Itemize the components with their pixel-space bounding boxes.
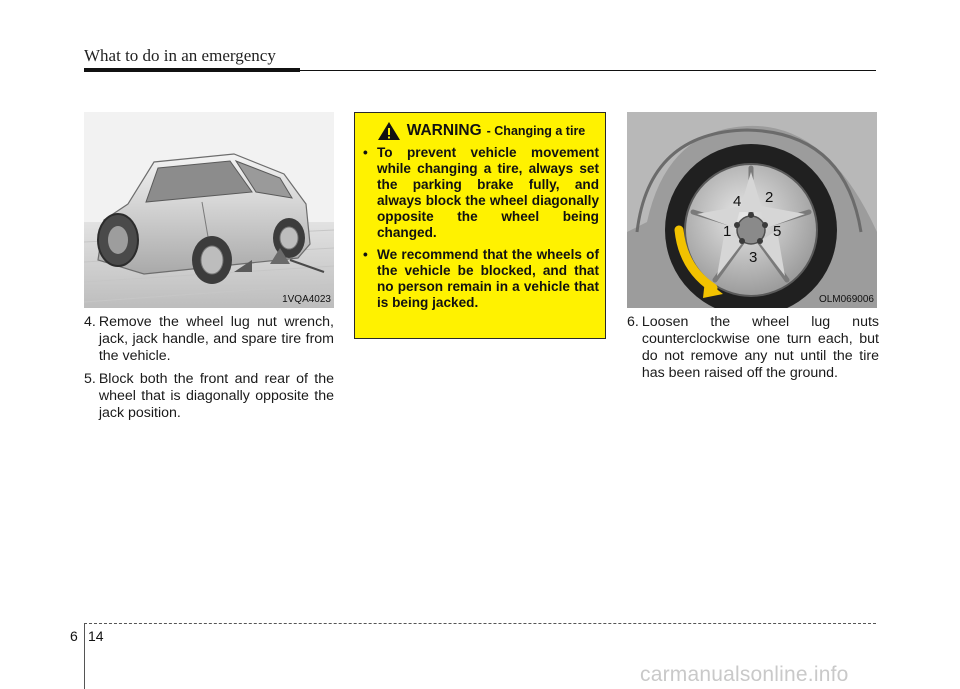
step-text: Loosen the wheel lug nuts counterclockwise one turn each, but do not remove any nut until the tire has been raised off the ground. [641,314,879,381]
warning-text: We recommend that the wheels of the vehicle be blocked, and that no person remain in a vehicle that is being jacked. [377,247,599,310]
warning-triangle-icon [377,121,401,141]
wheel-lug-nut-illustration [627,112,877,308]
warning-box [354,112,606,339]
chapter-number: 6 [70,628,78,644]
lug-label-5: 5 [773,223,782,240]
steps-list-left [84,314,334,428]
lug-label-3: 3 [749,249,758,266]
steps-list-right [627,314,879,388]
warning-item [363,145,599,241]
warning-heading [363,121,599,141]
header-rule-thin [300,70,876,71]
warning-word: WARNING [406,122,482,139]
page-number: 14 [88,628,104,644]
warning-item [363,247,599,311]
step-number: 5. [84,371,96,387]
image-code: 1VQA4023 [282,294,331,305]
suv-on-jack-icon [84,112,334,308]
section-title: What to do in an emergency [84,46,276,65]
wheel-icon [627,112,877,308]
bullet: • [363,247,368,262]
footer-divider [84,623,85,689]
step-item [84,314,334,365]
image-code: OLM069006 [818,294,874,305]
step-number: 6. [627,314,639,330]
warning-subtitle: - Changing a tire [486,124,586,138]
step-text: Remove the wheel lug nut wrench, jack, jack handle, and spare tire from the vehicle. [98,314,334,364]
footer-rule [84,623,876,624]
warning-list [363,145,599,311]
watermark: carmanualsonline.info [640,663,849,686]
step-text: Block both the front and rear of the wheel that is diagonally opposite the jack position. [98,371,334,421]
step-number: 4. [84,314,96,330]
step-item [627,314,879,382]
warning-text: To prevent vehicle movement while changing a tire, always set the parking brake fully, and always block the wheel diagonally opposite the wheel being changed. [377,145,599,240]
bullet: • [363,145,368,160]
lug-label-4: 4 [733,193,742,210]
lug-label-1: 1 [723,223,732,240]
step-item [84,371,334,422]
vehicle-jack-illustration [84,112,334,308]
lug-label-2: 2 [765,189,774,206]
header-rule-thick [84,68,300,72]
